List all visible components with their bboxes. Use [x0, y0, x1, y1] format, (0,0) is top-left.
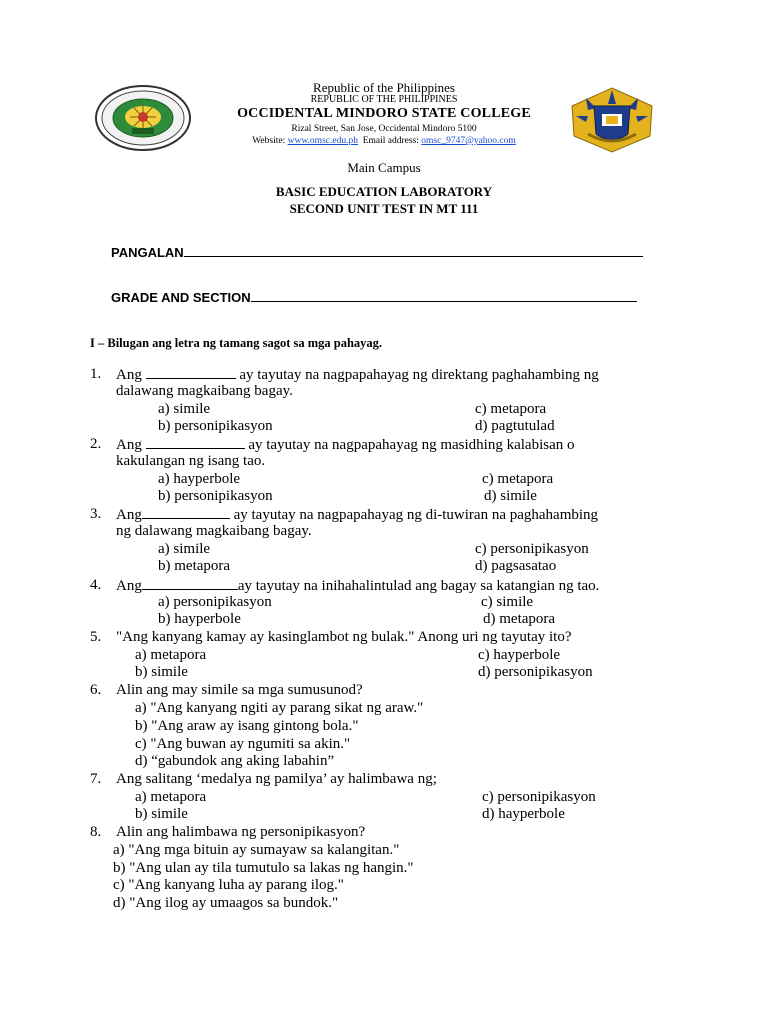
header-republic: Republic of the Philippines	[313, 80, 455, 95]
choice-b[interactable]: b) simile	[135, 664, 188, 680]
question-text: "Ang kanyang kamay ay kasinglambot ng bulak." Anong uri ng tayutay ito?	[116, 629, 572, 645]
name-field	[111, 245, 643, 260]
answer-blank	[142, 577, 238, 590]
choice-a[interactable]: a) "Ang mga bituin ay sumayaw sa kalangitan."	[113, 842, 400, 858]
question-text	[116, 436, 575, 454]
choice-a[interactable]: a) personipikasyon	[158, 594, 272, 610]
question-stem-rest: ay tayutay na inihahalintulad ang bagay sa katangian ng tao.	[237, 578, 600, 594]
college-address: Rizal Street, San Jose, Occidental Mindoro 5100	[291, 124, 477, 134]
question-number: 3.	[90, 506, 102, 522]
grade-section-blank-line[interactable]	[251, 290, 637, 302]
question-stem-rest: ay tayutay na nagpapahayag ng di-tuwiran na paghahambing	[229, 507, 599, 523]
choice-b[interactable]: b) personipikasyon	[158, 418, 273, 434]
question-number: 8.	[90, 824, 102, 840]
choice-c[interactable]: c) metapora	[482, 471, 554, 487]
choice-d[interactable]: d) hayperbole	[482, 806, 565, 822]
choice-c[interactable]: c) metapora	[475, 401, 547, 417]
choice-a[interactable]: a) metapora	[135, 789, 207, 805]
question-number: 6.	[90, 682, 102, 698]
answer-blank	[146, 436, 245, 449]
college-name: OCCIDENTAL MINDORO STATE COLLEGE	[237, 106, 531, 121]
choice-b[interactable]: b) metapora	[158, 558, 231, 574]
question-text	[116, 506, 598, 524]
choice-d[interactable]: d) pagtutulad	[475, 418, 555, 434]
choice-c[interactable]: c) "Ang kanyang luha ay parang ilog."	[113, 877, 344, 893]
choice-d[interactable]: d) “gabundok ang aking labahin”	[135, 753, 335, 769]
website-label: Website:	[252, 136, 286, 146]
answer-blank	[146, 366, 236, 379]
choice-d[interactable]: d) metapora	[483, 611, 556, 627]
choice-a[interactable]: a) simile	[158, 541, 211, 557]
question-number: 4.	[90, 577, 102, 593]
question-stem-rest: ay tayutay na nagpapahayag ng masidhing kalabisan o	[244, 437, 575, 453]
document-title-2: SECOND UNIT TEST IN MT 111	[289, 201, 479, 216]
choice-a[interactable]: a) "Ang kanyang ngiti ay parang sikat ng araw."	[135, 700, 424, 716]
question-1-line-2: dalawang magkaibang bagay.	[116, 383, 293, 399]
name-blank-line[interactable]	[184, 245, 643, 257]
choice-a[interactable]: a) metapora	[135, 647, 207, 663]
question-text: Ang salitang ‘medalya ng pamilya’ ay halimbawa ng;	[116, 771, 437, 787]
question-stem: Ang	[116, 507, 142, 523]
choice-a[interactable]: a) hayperbole	[158, 471, 241, 487]
choice-d[interactable]: d) personipikasyon	[478, 664, 593, 680]
campus-name: Main Campus	[347, 160, 421, 175]
question-number: 1.	[90, 366, 102, 382]
choice-d[interactable]: d) pagsasatao	[475, 558, 557, 574]
instruction-text: I – Bilugan ang letra ng tamang sagot sa mga pahayag.	[90, 336, 383, 350]
answer-blank	[142, 506, 230, 519]
question-text	[116, 577, 599, 595]
header-republic-caps: REPUBLIC OF THE PHILIPPINES	[310, 94, 458, 105]
choice-a[interactable]: a) simile	[158, 401, 211, 417]
choice-c[interactable]: c) hayperbole	[478, 647, 561, 663]
choice-b[interactable]: b) "Ang ulan ay tila tumutulo sa lakas ng hangin."	[113, 860, 414, 876]
contact-line	[0, 136, 768, 146]
choice-c[interactable]: c) personipikasyon	[482, 789, 596, 805]
choice-b[interactable]: b) simile	[135, 806, 188, 822]
question-text: Alin ang may simile sa mga sumusunod?	[116, 682, 363, 698]
question-stem: Ang	[116, 578, 142, 594]
choice-b[interactable]: b) "Ang araw ay isang gintong bola."	[135, 718, 359, 734]
question-2-line-2: kakulangan ng isang tao.	[116, 453, 266, 469]
question-3-line-2: ng dalawang magkaibang bagay.	[116, 523, 312, 539]
question-text	[116, 366, 599, 384]
choice-d[interactable]: d) simile	[484, 488, 537, 504]
email-label: Email address:	[362, 136, 419, 146]
question-number: 2.	[90, 436, 102, 452]
grade-section-field	[111, 290, 637, 305]
choice-b[interactable]: b) hayperbole	[158, 611, 241, 627]
choice-b[interactable]: b) personipikasyon	[158, 488, 273, 504]
question-number: 5.	[90, 629, 102, 645]
question-stem-rest: ay tayutay na nagpapahayag ng direktang paghahambing ng	[235, 367, 599, 383]
choice-c[interactable]: c) simile	[481, 594, 534, 610]
question-text: Alin ang halimbawa ng personipikasyon?	[116, 824, 366, 840]
question-stem: Ang	[116, 437, 146, 453]
grade-section-label: GRADE AND SECTION	[111, 290, 251, 305]
website-link[interactable]: www.omsc.edu.ph	[287, 136, 358, 146]
choice-c[interactable]: c) "Ang buwan ay ngumiti sa akin."	[135, 736, 351, 752]
choice-c[interactable]: c) personipikasyon	[475, 541, 589, 557]
document-title-1: BASIC EDUCATION LABORATORY	[275, 184, 493, 199]
question-stem: Ang	[116, 367, 146, 383]
name-label: PANGALAN	[111, 245, 184, 260]
email-link[interactable]: omsc_9747@yahoo.com	[421, 136, 516, 146]
choice-d[interactable]: d) "Ang ilog ay umaagos sa bundok."	[113, 895, 339, 911]
question-number: 7.	[90, 771, 102, 787]
